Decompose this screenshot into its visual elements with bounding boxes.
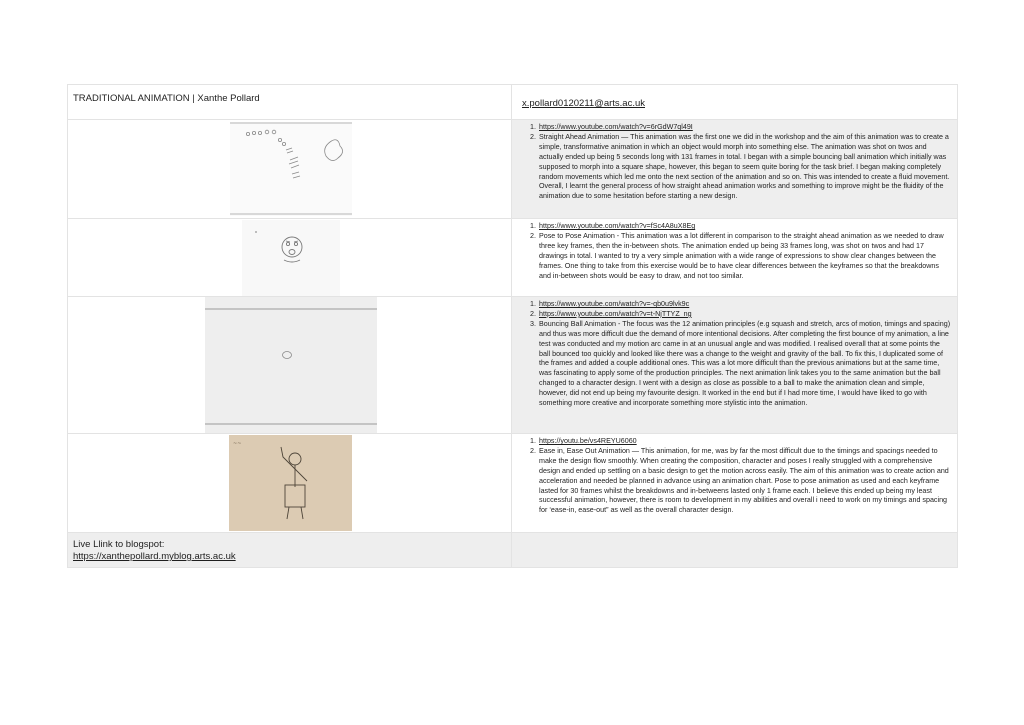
notes-list xyxy=(512,219,957,281)
notes-list xyxy=(512,297,957,409)
notes-cell xyxy=(512,120,958,219)
thumbnail-cell xyxy=(68,434,512,533)
empty-cell xyxy=(512,533,958,568)
thumbnail-cell xyxy=(68,120,512,219)
notes-cell xyxy=(512,297,958,434)
list-item xyxy=(538,310,951,320)
footer-row xyxy=(68,533,958,568)
list-item: 2. Straight Ahead Animation — This animation was the first one we did in the workshop and the aim of this animation was to create a simple, transformative animation in which an object would morph into something else. The animation was shot on twos and actually ended up being 5 seconds long with 131 frames in total. I began with a simple bouncing ball animation which initially was supposed to morph into a square shape, however, this began to seem quite boring for the task brief. I began making completely random movements which led me onto the next section of the animation and so on. This was intended to create a fluid movement. Overall, I learnt the general process of how straight ahead animation works and something to improve might be the fluidity of the animation due to some hesitation before starting a new design. xyxy=(538,133,951,202)
pose-to-pose-thumbnail xyxy=(242,220,340,296)
table-row xyxy=(68,219,958,297)
notes-cell xyxy=(512,434,958,533)
table-row xyxy=(68,120,958,219)
list-item xyxy=(538,222,951,232)
email-cell xyxy=(512,85,958,120)
page-title: TRADITIONAL ANIMATION | Xanthe Pollard xyxy=(68,85,512,120)
document-table xyxy=(67,84,958,568)
video-link[interactable]: https://www.youtube.com/watch?v=-qb0u9lvk9c xyxy=(539,300,690,308)
straight-ahead-thumbnail xyxy=(230,122,352,216)
notes-cell xyxy=(512,219,958,297)
svg-text:~~: ~~ xyxy=(233,441,242,447)
list-item: 3. Bouncing Ball Animation - The focus was the 12 animation principles (e.g squash and stretch, arcs of motion, timings and spacing) and thus was more difficult due the demand of more intentional decisions. After completing the first bounce of my animation, a line test was conducted and my motion arc came in at an unusual angle and was modified. I realised overall that at some points the ball bounced too quickly and looked like there was a change to the weight and gravity of the ball. To fix this, I duplicated some of the frames and added a couple additional ones. This was a lot more difficult than the previous animations but at the same time, was fascinating to apply some of the production principles. The next animation link takes you to the same animation but the ball changed to a character design. I went with a design as close as possible to a ball to make the animation clean and simple, however, did not end up being my favourite design. It worked in the end but if I had more time, I would have liked to go with something more creative and incorporate something more stylistic into the animation. xyxy=(538,320,951,409)
notes-list xyxy=(512,120,957,202)
thumbnail-cell xyxy=(68,297,512,434)
bouncing-ball-thumbnail xyxy=(205,297,377,433)
list-item xyxy=(538,300,951,310)
list-item: 2. Ease in, Ease Out Animation — This animation, for me, was by far the most difficult due to the timings and spacings needed to make the design flow smoothly. When creating the composition, character and poses I really struggled with a comprehensive design and ended up settling on a basic design to get the motion across easily. The aim of this animation was to create action and acceleration and needed be planned in advance using an animation chart. Pose to pose animation as used and each keyframe lasted for 30 frames whilst the breakdowns and in-betweens lasted only 1 frame each. I believe this ended up being my least successful animation, however, there is room to development in my abilities and overall i need to work on my timings and spacing for ‘ease-in, ease-out” as well as the overall character design. xyxy=(538,447,951,516)
list-item xyxy=(538,437,951,447)
table-row xyxy=(68,297,958,434)
video-link[interactable]: https://www.youtube.com/watch?v=t-NjTTYZ_ng xyxy=(539,309,692,318)
blog-label: Live Llink to blogspot: xyxy=(73,539,165,550)
notes-list xyxy=(512,434,957,516)
list-item: 2. Pose to Pose Animation - This animation was a lot different in comparison to the straight ahead animation as we needed to draw three key frames, then the in-between shots. The animation ended up being 33 frames long, was shot on twos and had 17 drawings in total. I wanted to try a very simple animation with a wide range of expressions to show clear changes between the frames. One thing to take from this exercise would be to have clear differences between the keyframes so that the breakdowns and in-between shots would be easy to draw, and not too similar. xyxy=(538,232,951,282)
ease-in-thumbnail xyxy=(229,435,352,531)
table-row xyxy=(68,434,958,533)
video-link[interactable]: https://youtu.be/vs4REYU6060 xyxy=(539,437,637,445)
email-link[interactable]: x.pollard0120211@arts.ac.uk xyxy=(522,98,646,109)
list-item xyxy=(538,123,951,133)
blog-link-cell xyxy=(68,533,512,568)
video-link[interactable]: https://www.youtube.com/watch?v=fSc4A8uX8Eg xyxy=(539,222,696,230)
thumbnail-cell xyxy=(68,219,512,297)
header-row xyxy=(68,85,958,120)
video-link[interactable]: https://www.youtube.com/watch?v=6rGdW7ql49I xyxy=(539,123,693,131)
blog-link[interactable]: https://xanthepollard.myblog.arts.ac.uk xyxy=(73,551,236,562)
